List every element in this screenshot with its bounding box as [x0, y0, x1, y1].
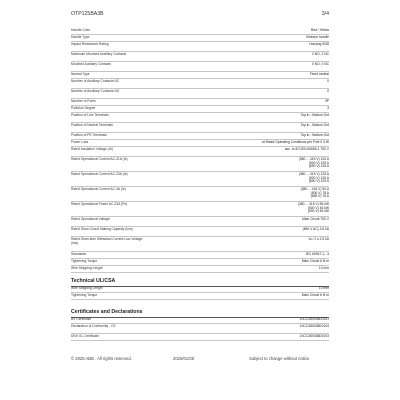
page-number: 3/4 [321, 11, 329, 17]
row-value: Red / Yellow [310, 27, 329, 32]
row-value: 3 [327, 105, 329, 110]
row-value: Top in - Bottom Out [300, 112, 329, 117]
row-label: Rated Operational Current AC-23A (Ie) [71, 171, 128, 176]
row-value: Top in - Bottom Out [300, 122, 329, 127]
table-row [71, 324, 329, 334]
row-label: Declaration of Conformity - CE [71, 323, 116, 328]
row-value: 10 mm [318, 285, 329, 290]
certificates-table [71, 317, 329, 341]
row-label: Rated Insulation Voltage (Ui) [71, 146, 113, 151]
row-label: Handle Color [71, 27, 91, 32]
page-footer [71, 356, 329, 363]
row-value: (380 ... 415 V) 125 A (500 V) 125 A (690 V) 125 A [298, 171, 329, 184]
table-row [71, 217, 329, 227]
row-label: Position of Neutral Terminals [71, 122, 113, 127]
page-header [71, 11, 329, 19]
row-value: at Rated Operating Conditions per Pole 0.3 W [261, 139, 329, 144]
row-value: Selector handle [306, 34, 329, 39]
technical-data-table [71, 28, 329, 273]
row-value: (380 ... 415 V) 55 kW (500 V) 45 kW (690 V) 45 kW [297, 201, 329, 214]
row-value: 0 NO, 0 NC [311, 61, 329, 66]
ul-csa-table [71, 286, 329, 300]
row-value: acc. to IEC/EN 60669-1 750 V [284, 146, 329, 151]
row-label: Mounted Auxiliary Contacts [71, 61, 111, 66]
table-row [71, 42, 329, 52]
table-row [71, 89, 329, 99]
table-row [71, 187, 329, 202]
row-value: 0 [327, 78, 329, 83]
row-label: Handle Type [71, 34, 90, 39]
row-label: Rated Operational Voltage [71, 216, 110, 221]
row-value: (380 ... 415 V) 90 A (500 V) 78 A (690 V) 78 A [300, 186, 329, 199]
row-label: BV Certificate [71, 316, 92, 321]
row-label: Number of Auxiliary Contacts NC [71, 78, 120, 83]
table-row [71, 252, 329, 259]
table-row [71, 28, 329, 35]
table-row [71, 79, 329, 89]
table-row [71, 259, 329, 266]
row-value: 1SCC380038D0103 [299, 333, 329, 338]
table-row [71, 147, 329, 157]
row-label: Tightening Torque [71, 258, 98, 263]
row-value: 2 NO, 2 NC [311, 51, 329, 56]
change-notice: Subject to change without notice [249, 356, 310, 361]
row-label: Position of Line Terminals [71, 112, 109, 117]
row-value: IEC 60947-1, -3 [305, 251, 329, 256]
table-row [71, 52, 329, 62]
table-row [71, 113, 329, 123]
table-row [71, 266, 329, 273]
row-label: Rated Operational Power AC-23A (Pe) [71, 201, 128, 206]
row-value: 1s / 2 s 2.5 kA [308, 236, 329, 241]
row-label: Rated Operational Current AC-21A (Ie) [71, 156, 128, 161]
row-label: DNV GL Certificate [71, 333, 99, 338]
copyright-text: © 2025 ABB . All rights reserved. [71, 356, 132, 361]
table-row [71, 106, 329, 113]
row-label: Wire Stripping Length [71, 265, 103, 270]
row-label: Impact Resistance Rating [71, 41, 109, 46]
row-value: 3P [324, 98, 329, 103]
row-label: Power Loss [71, 139, 89, 144]
row-value: Main Circuit 6 N·m [301, 258, 329, 263]
row-label: Maximum Mounted Auxiliary Contacts [71, 51, 127, 56]
row-label: Rated Short-Circuit Making Capacity (Icm) [71, 226, 133, 231]
row-label: Tightening Torque [71, 292, 98, 297]
table-row [71, 293, 329, 300]
section-title-ul-csa: Technical UL/CSA [71, 278, 329, 287]
row-value: Main Circuit 6 N·m [301, 292, 329, 297]
row-value: Top in - Bottom Out [300, 132, 329, 137]
table-row [71, 62, 329, 72]
table-row [71, 72, 329, 79]
row-label: Number of Poles [71, 98, 96, 103]
table-row [71, 317, 329, 324]
table-row [71, 99, 329, 106]
row-value: (690 V AC) 3.6 kA [302, 226, 329, 231]
table-row [71, 123, 329, 133]
table-row [71, 140, 329, 147]
row-value: 1SCC380038D0104 [299, 323, 329, 328]
table-row [71, 286, 329, 293]
table-row [71, 157, 329, 172]
footer-date: 2025/01/08 [173, 356, 194, 361]
row-value: Main Circuit 750 V [302, 216, 329, 221]
row-label: Number of Auxiliary Contacts NO [71, 88, 120, 93]
section-title-certificates: Certificates and Declarations [71, 309, 329, 318]
table-row [71, 35, 329, 42]
table-row [71, 172, 329, 187]
row-value: 0 [327, 88, 329, 93]
row-value: (380 ... 415 V) 125 A (500 V) 125 A (690 V) 125 A [298, 156, 329, 169]
row-value: 10 mm [318, 265, 329, 270]
table-row [71, 227, 329, 237]
row-value: Housing IK08 [309, 41, 329, 46]
row-label: Neutral Type [71, 71, 90, 76]
row-label: Wire Stripping Length [71, 285, 103, 290]
row-label: Rated Short-time Withstand Current Low Voltage (Icw) [71, 236, 143, 245]
row-label: Pollution Degree [71, 105, 96, 110]
row-label: Position of PE Terminals [71, 132, 107, 137]
row-value: 1SCC380038D0101 [299, 316, 329, 321]
table-row [71, 133, 329, 140]
product-id: OTP125BA3B [71, 11, 104, 17]
table-row [71, 334, 329, 341]
row-value: Fixed neutral [309, 71, 329, 76]
table-row [71, 237, 329, 252]
row-label: Standards [71, 251, 87, 256]
row-label: Rated Operational Current AC-3A (Ie) [71, 186, 126, 191]
table-row [71, 202, 329, 217]
